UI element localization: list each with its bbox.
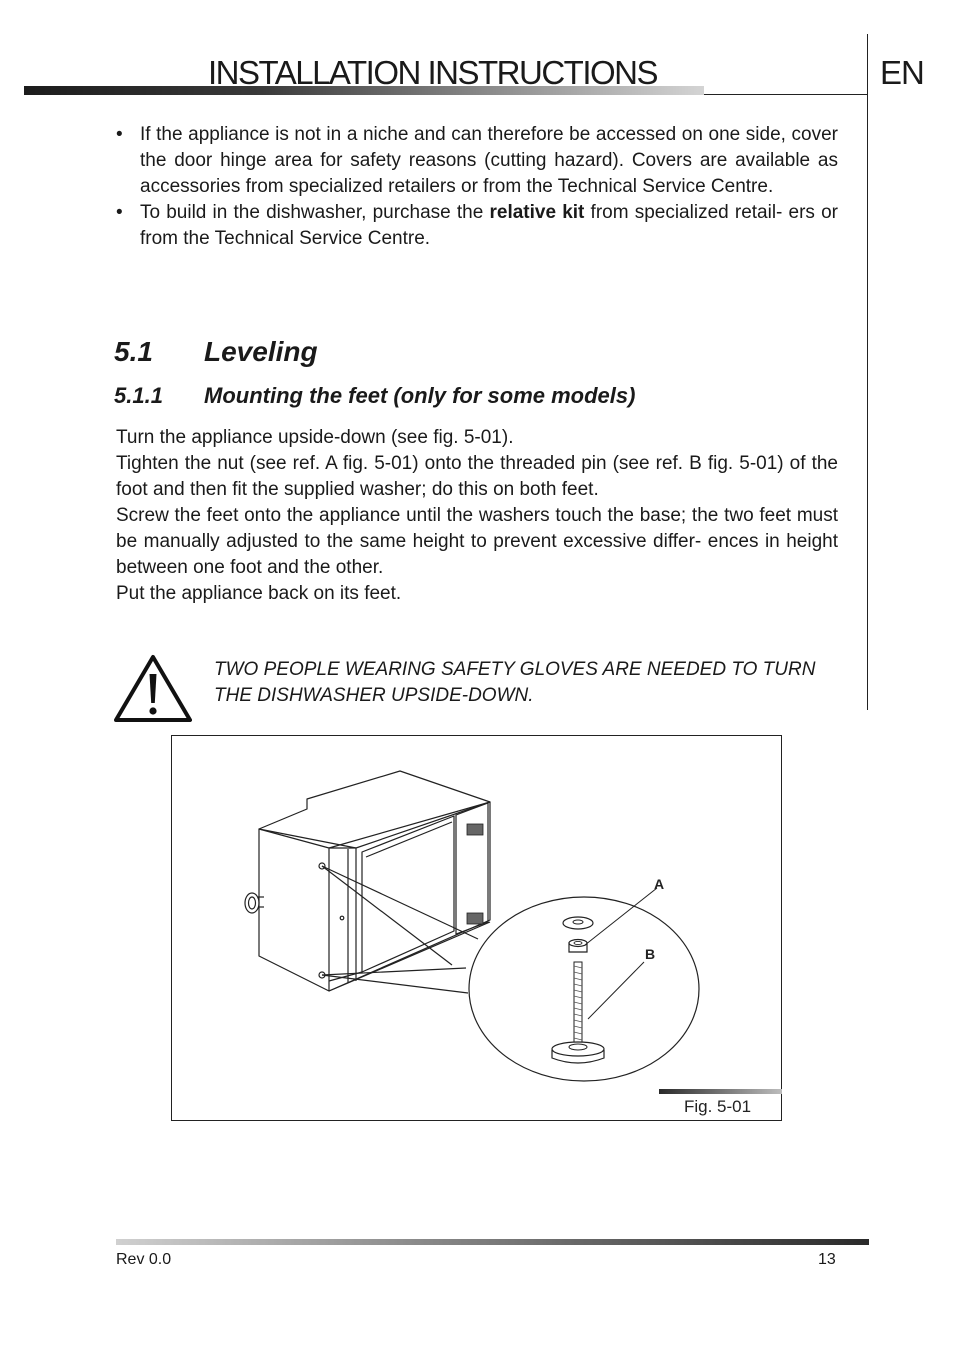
bullet-text-bold: relative kit	[489, 202, 585, 223]
paragraph: Screw the feet onto the appliance until the washers touch the base; the two feet must be manually adjusted to the same height to prevent excessive differ- ences in height between one foot and the other.	[116, 505, 838, 578]
paragraph: Tighten the nut (see ref. A fig. 5-01) onto the threaded pin (see ref. B fig. 5-01) of the foot and then fit the supplied washer; do this on both feet.	[116, 453, 838, 500]
paragraph: Turn the appliance upside-down (see fig. 5-01).	[116, 427, 514, 448]
subsection-number: 5.1.1	[114, 383, 163, 408]
revision-label: Rev 0.0	[116, 1251, 172, 1268]
warning-text: TWO PEOPLE WEARING SAFETY GLOVES ARE NEEDED TO TURN THE DISHWASHER UPSIDE-DOWN.	[214, 659, 816, 706]
section-number: 5.1	[114, 336, 153, 367]
figure-5-01	[171, 735, 782, 1121]
bullet-text-before: To build in the dishwasher, purchase the	[140, 202, 490, 223]
paragraph: Put the appliance back on its feet.	[116, 583, 402, 604]
bullet-list	[116, 122, 838, 252]
bullet-text-after: from specialized retail- ers or from the Technical Service Centre.	[140, 202, 838, 249]
page-title: INSTALLATION INSTRUCTIONS	[208, 54, 657, 91]
bullet-item	[116, 122, 838, 200]
bullet-item	[116, 200, 838, 252]
bullet-dot: •	[116, 124, 123, 145]
subsection-title: Mounting the feet (only for some models)	[204, 383, 636, 408]
caption-bar	[659, 1089, 782, 1094]
page-number: 13	[818, 1251, 836, 1268]
side-rule	[867, 34, 868, 710]
section-heading	[114, 336, 318, 368]
instructions-body	[116, 425, 838, 607]
dishwasher-diagram	[172, 736, 783, 1122]
language-code: EN	[880, 54, 924, 91]
label-a: A	[654, 876, 665, 892]
label-b: B	[645, 946, 656, 962]
bullet-text: If the appliance is not in a niche and can therefore be accessed on one side, cover the door hinge area for safety reasons (cutting hazard). Covers are available as accessories from specialized retailers or from the Technical Service Centre.	[140, 124, 838, 197]
subsection-heading	[114, 383, 635, 409]
figure-caption: Fig. 5-01	[684, 1097, 752, 1116]
section-title: Leveling	[204, 336, 318, 367]
footer-bar	[116, 1239, 869, 1245]
header-rule	[704, 94, 868, 95]
warning-triangle-icon	[114, 654, 192, 722]
bullet-dot: •	[116, 202, 123, 223]
